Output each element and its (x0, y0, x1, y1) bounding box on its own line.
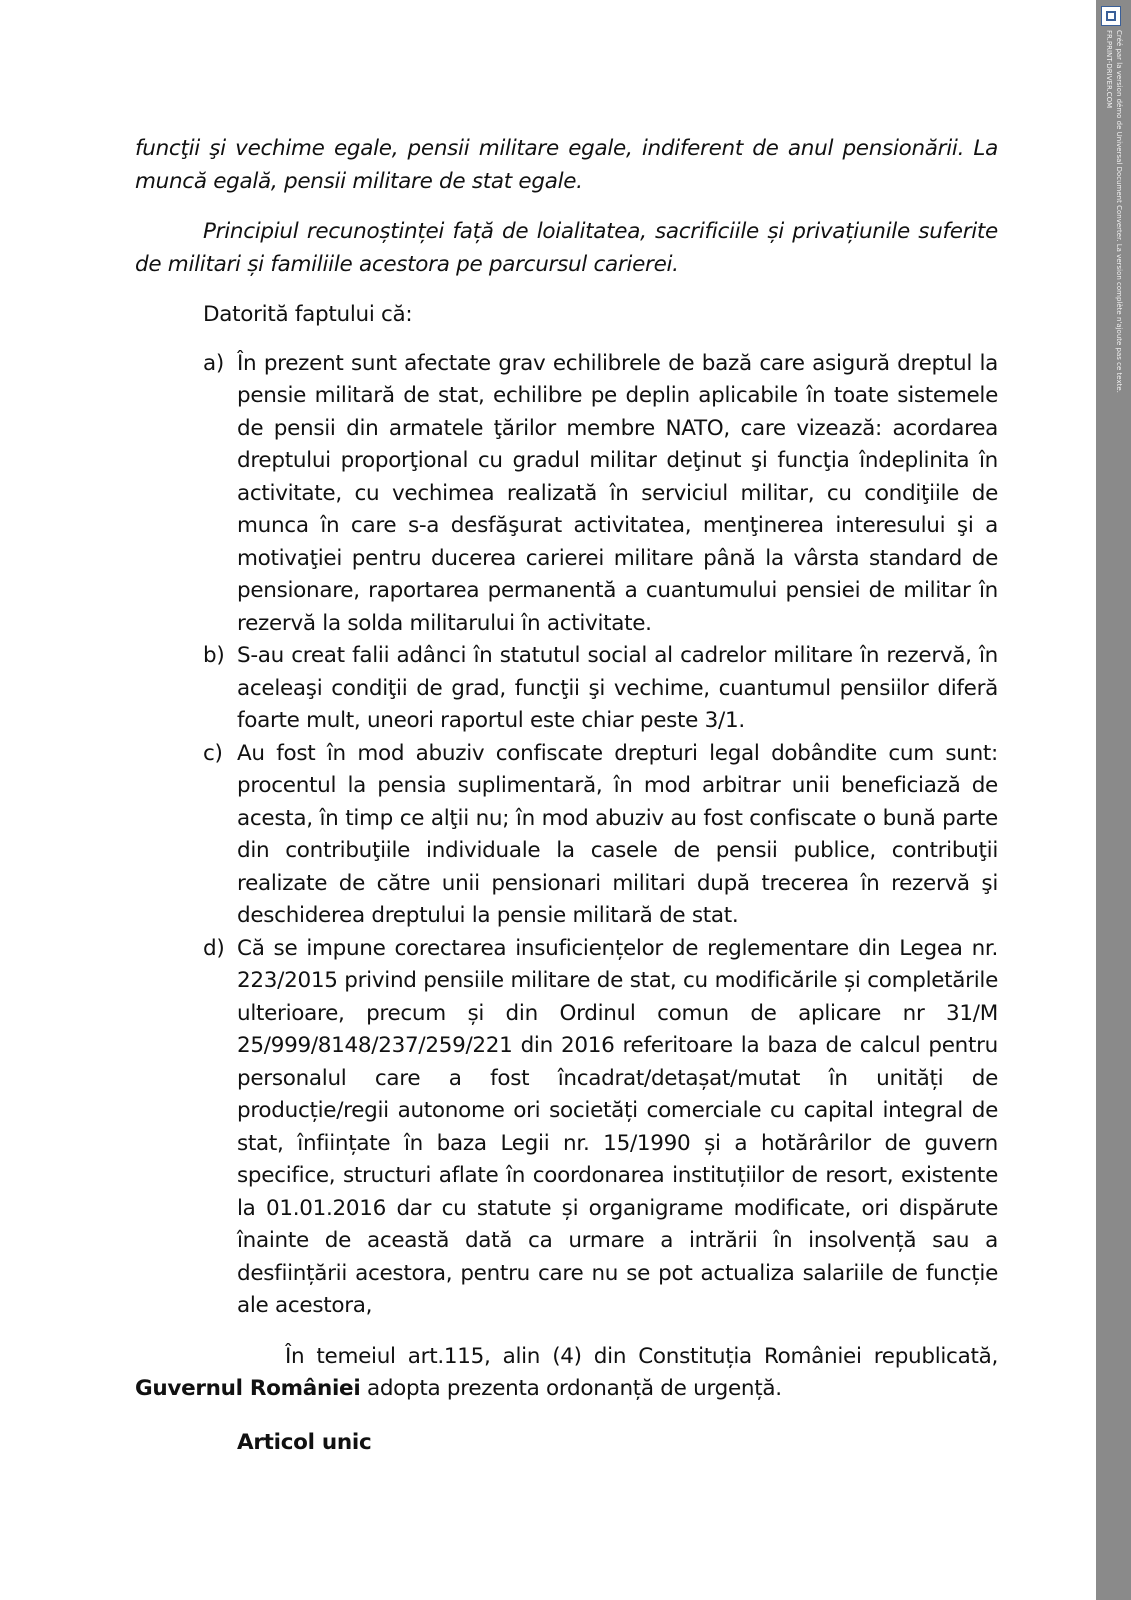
intro-line: Datorită faptului că: (203, 302, 413, 327)
reasons-list (135, 348, 998, 1323)
government-name: Guvernul României (135, 1376, 361, 1401)
closing-tail: adopta prezenta ordonanță de urgență. (366, 1376, 782, 1401)
principle-paragraph: Principiul recunoștinței față de loialitatea, sacrificiile și privațiunile suferite de militari și familiile acestora pe parcursul carierei. (135, 219, 998, 277)
list-item-b (135, 640, 998, 738)
closing-lead: În temeiul art.115, alin (4) din Constituția României republicată, (285, 1343, 998, 1369)
list-item-text: Că se impune corectarea insuficiențelor de reglementare din Legea nr. 223/2015 privind pensiile militare de stat, cu modificările și completările ulterioare, precum și din Ordinul comun de aplicare nr 31/M 25/999/8148/237/259/221 din 2016 referitoare la baza de calcul pentru personalul care a fost încadrat/detașat/mutat în unități de producție/regii autonome ori societăți comerciale cu capital integral de stat, înființate în baza Legii nr. 15/1990 și a hotărârilor de guvern specifice, structuri aflate în coordonarea instituțiilor de resort, existente la 01.01.2016 dar cu statute și organigrame modificate, ori dispărute înainte de această dată ca urmare a intrării în insolvență sau a desființării acestora, pentru care nu se pot actualiza salariile de funcție ale acestora, (237, 935, 998, 1318)
continuation-paragraph: funcţii şi vechime egale, pensii militare egale, indiferent de anul pensionării. La muncă egală, pensii militare de stat egale. (135, 136, 998, 194)
document-body (135, 133, 998, 1460)
list-marker: d) (203, 935, 225, 961)
list-item-c (135, 738, 998, 933)
list-item-text: Au fost în mod abuziv confiscate drepturi legal dobândite cum sunt: procentul la pensia suplimentară, în mod arbitrar unii beneficiază de acesta, în timp ce alţii nu; în mod abuziv au fost confiscate o bună parte din contribuţiile individuale la casele de pensii publice, contribuţii realizate de către unii pensionari militari după trecerea în rezervă şi deschiderea dreptului la pensie militară de stat. (237, 740, 998, 928)
list-item-a (135, 348, 998, 641)
watermark-text (1104, 30, 1124, 460)
watermark-line-2: FR.PRINT-DRIVER.COM (1105, 30, 1113, 109)
list-marker: a) (203, 350, 224, 376)
list-marker: b) (203, 643, 225, 668)
converter-logo-icon (1101, 6, 1121, 26)
closing-paragraph (135, 1341, 998, 1406)
watermark-line-1: Créé par la version démo de Universal Document Converter. La version complète n'ajoute pas ce texte. (1115, 30, 1123, 393)
list-item-text: În prezent sunt afectate grav echilibrele de bază care asigură dreptul la pensie militară de stat, echilibre pe deplin aplicabile în toate sistemele de pensii din armatele ţărilor membre NATO, care vizează: acordarea dreptului proporţional cu gradul militar deţinut şi funcţia îndeplinita în activitate, cu vechimea realizată în serviciul militar, cu condiţiile de munca în care s-a desfăşurat activitatea, menţinerea interesului şi a motivaţiei pentru ducerea carierei militare până la vârsta standard de pensionare, raportarea permanentă a cuantumului pensiei de militar în rezervă la solda militarului în activitate. (237, 350, 998, 636)
list-marker: c) (203, 740, 223, 766)
list-item-text: S-au creat falii adânci în statutul social al cadrelor militare în rezervă, în aceleaşi condiţii de grad, funcţii şi vechime, cuantumul pensiilor diferă foarte mult, uneori raportul este chiar peste 3/1. (237, 643, 998, 733)
list-item-d (135, 933, 998, 1323)
article-heading: Articol unic (237, 1430, 372, 1455)
